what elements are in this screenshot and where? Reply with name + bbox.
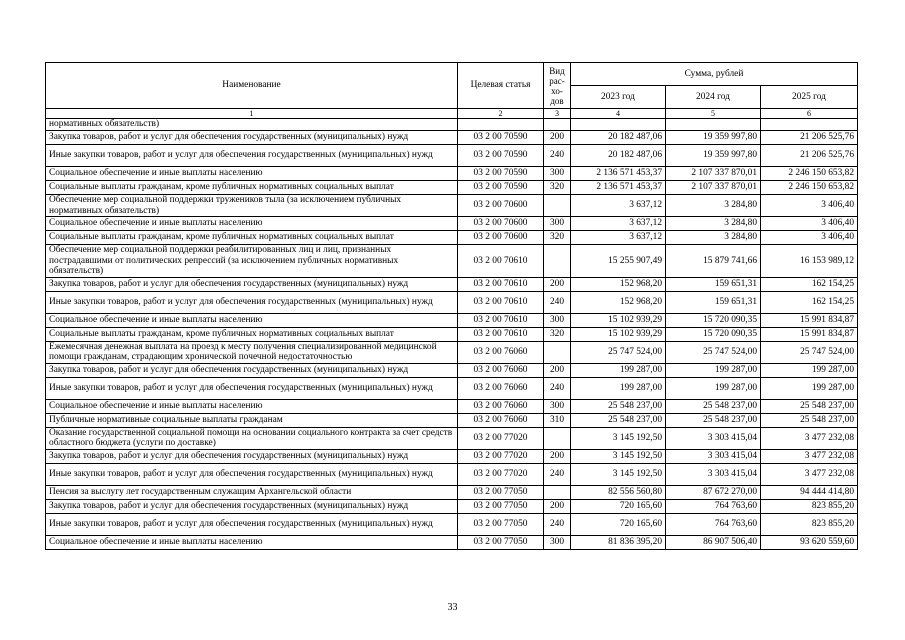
row-name: Социальное обеспечение и иные выплаты населению — [46, 217, 458, 231]
row-name: Закупка товаров, работ и услуг для обеспечения государственных (муниципальных) нужд — [46, 449, 458, 463]
row-sum-2025: 15 991 834,87 — [761, 313, 858, 327]
row-target-article: 03 2 00 70610 — [458, 327, 544, 341]
row-sum-2024: 86 907 506,40 — [666, 535, 761, 549]
row-name: нормативных обязательств) — [46, 119, 458, 131]
column-index: 2 — [458, 109, 544, 119]
table-row — [46, 449, 858, 463]
row-target-article: 03 2 00 70610 — [458, 313, 544, 327]
row-sum-2025 — [761, 119, 858, 131]
row-name: Социальные выплаты гражданам, кроме публичных нормативных социальных выплат — [46, 231, 458, 245]
row-name: Социальное обеспечение и иные выплаты населению — [46, 167, 458, 181]
row-target-article: 03 2 00 77020 — [458, 449, 544, 463]
row-target-article — [458, 119, 544, 131]
row-sum-2023: 2 136 571 453,37 — [571, 181, 666, 195]
row-sum-2023: 25 548 237,00 — [571, 399, 666, 413]
row-target-article: 03 2 00 76060 — [458, 377, 544, 399]
row-sum-2023: 20 182 487,06 — [571, 131, 666, 145]
row-expense-type: 200 — [544, 449, 571, 463]
row-expense-type: 240 — [544, 291, 571, 313]
row-sum-2023: 3 145 192,50 — [571, 427, 666, 449]
row-name: Пенсия за выслугу лет государственным служащим Архангельской области — [46, 485, 458, 499]
row-sum-2023: 199 287,00 — [571, 377, 666, 399]
row-sum-2025: 16 153 989,12 — [761, 245, 858, 278]
row-expense-type: 200 — [544, 363, 571, 377]
row-sum-2025: 25 747 524,00 — [761, 341, 858, 363]
row-sum-2023: 25 747 524,00 — [571, 341, 666, 363]
table-row — [46, 499, 858, 513]
row-target-article: 03 2 00 70610 — [458, 245, 544, 278]
row-sum-2024: 199 287,00 — [666, 377, 761, 399]
header-vid: Вид рас-хо-дов — [544, 63, 571, 109]
row-sum-2024: 3 284,80 — [666, 231, 761, 245]
row-sum-2025: 21 206 525,76 — [761, 145, 858, 167]
row-name: Обеспечение мер социальной поддержки реабилитированных лиц и лиц, признанных пострадавшими от политических репрессий (за исключением публичных нормативных обязательств) — [46, 245, 458, 278]
row-expense-type: 240 — [544, 377, 571, 399]
row-sum-2023: 3 145 192,50 — [571, 463, 666, 485]
row-sum-2024: 2 107 337 870,01 — [666, 181, 761, 195]
row-sum-2023: 3 637,12 — [571, 217, 666, 231]
row-target-article: 03 2 00 70600 — [458, 231, 544, 245]
row-sum-2025: 3 477 232,08 — [761, 463, 858, 485]
row-target-article: 03 2 00 77020 — [458, 427, 544, 449]
row-sum-2023: 15 255 907,49 — [571, 245, 666, 278]
row-sum-2024: 3 303 415,04 — [666, 427, 761, 449]
row-name: Иные закупки товаров, работ и услуг для обеспечения государственных (муниципальных) нужд — [46, 513, 458, 535]
row-sum-2025: 21 206 525,76 — [761, 131, 858, 145]
row-sum-2023: 152 968,20 — [571, 277, 666, 291]
table-row — [46, 341, 858, 363]
row-name: Иные закупки товаров, работ и услуг для обеспечения государственных (муниципальных) нужд — [46, 145, 458, 167]
row-target-article: 03 2 00 77050 — [458, 485, 544, 499]
table-row — [46, 513, 858, 535]
row-sum-2023: 2 136 571 453,37 — [571, 167, 666, 181]
row-sum-2024: 3 303 415,04 — [666, 449, 761, 463]
row-name: Иные закупки товаров, работ и услуг для обеспечения государственных (муниципальных) нужд — [46, 377, 458, 399]
row-name: Социальное обеспечение и иные выплаты населению — [46, 399, 458, 413]
row-expense-type: 200 — [544, 131, 571, 145]
row-sum-2024: 19 359 997,80 — [666, 145, 761, 167]
row-expense-type: 240 — [544, 463, 571, 485]
table-row — [46, 181, 858, 195]
row-sum-2023: 81 836 395,20 — [571, 535, 666, 549]
row-expense-type: 200 — [544, 277, 571, 291]
row-sum-2024: 15 720 090,35 — [666, 327, 761, 341]
row-expense-type: 300 — [544, 399, 571, 413]
row-name: Обеспечение мер социальной поддержки тружеников тыла (за исключением публичных нормативных обязательств) — [46, 195, 458, 217]
table-row — [46, 167, 858, 181]
row-sum-2024: 3 284,80 — [666, 217, 761, 231]
row-sum-2024: 3 303 415,04 — [666, 463, 761, 485]
row-expense-type: 300 — [544, 313, 571, 327]
row-sum-2024: 87 672 270,00 — [666, 485, 761, 499]
row-sum-2024: 159 651,31 — [666, 277, 761, 291]
row-name: Закупка товаров, работ и услуг для обеспечения государственных (муниципальных) нужд — [46, 363, 458, 377]
row-target-article: 03 2 00 77020 — [458, 463, 544, 485]
row-expense-type: 320 — [544, 231, 571, 245]
row-expense-type: 240 — [544, 145, 571, 167]
row-name: Иные закупки товаров, работ и услуг для обеспечения государственных (муниципальных) нужд — [46, 463, 458, 485]
table-row — [46, 277, 858, 291]
row-target-article: 03 2 00 77050 — [458, 499, 544, 513]
row-sum-2025: 25 548 237,00 — [761, 399, 858, 413]
row-name: Закупка товаров, работ и услуг для обеспечения государственных (муниципальных) нужд — [46, 499, 458, 513]
column-index: 3 — [544, 109, 571, 119]
page-number: 33 — [447, 602, 458, 613]
row-sum-2024: 2 107 337 870,01 — [666, 167, 761, 181]
row-sum-2023: 152 968,20 — [571, 291, 666, 313]
header-sum: Сумма, рублей — [571, 63, 858, 86]
row-target-article: 03 2 00 70610 — [458, 277, 544, 291]
column-index: 4 — [571, 109, 666, 119]
table-row — [46, 217, 858, 231]
row-sum-2023: 199 287,00 — [571, 363, 666, 377]
table-row — [46, 463, 858, 485]
row-name: Социальное обеспечение и иные выплаты населению — [46, 535, 458, 549]
row-target-article: 03 2 00 77050 — [458, 535, 544, 549]
row-target-article: 03 2 00 76060 — [458, 341, 544, 363]
row-sum-2024: 15 720 090,35 — [666, 313, 761, 327]
header-year-2023: 2023 год — [571, 86, 666, 109]
row-expense-type — [544, 485, 571, 499]
row-sum-2024: 15 879 741,66 — [666, 245, 761, 278]
row-sum-2023: 3 637,12 — [571, 195, 666, 217]
row-sum-2025: 2 246 150 653,82 — [761, 167, 858, 181]
table-row — [46, 291, 858, 313]
row-target-article: 03 2 00 70590 — [458, 181, 544, 195]
row-expense-type: 200 — [544, 499, 571, 513]
budget-table — [45, 62, 858, 550]
table-row — [46, 231, 858, 245]
row-name: Закупка товаров, работ и услуг для обеспечения государственных (муниципальных) нужд — [46, 131, 458, 145]
row-name: Оказание государственной социальной помощи на основании социального контракта за счет средств областного бюджета (услуги по доставке) — [46, 427, 458, 449]
table-row — [46, 327, 858, 341]
row-expense-type — [544, 119, 571, 131]
header-article: Целевая статья — [458, 63, 544, 109]
table-row — [46, 485, 858, 499]
row-sum-2024: 3 284,80 — [666, 195, 761, 217]
row-target-article: 03 2 00 70590 — [458, 131, 544, 145]
row-sum-2024 — [666, 119, 761, 131]
table-row — [46, 535, 858, 549]
row-sum-2025: 3 406,40 — [761, 217, 858, 231]
table-row — [46, 427, 858, 449]
row-sum-2025: 3 477 232,08 — [761, 449, 858, 463]
row-sum-2023: 25 548 237,00 — [571, 413, 666, 427]
row-sum-2023: 15 102 939,29 — [571, 327, 666, 341]
row-sum-2023: 3 637,12 — [571, 231, 666, 245]
row-name: Ежемесячная денежная выплата на проезд к месту получения специализированной медицинской помощи гражданам, страдающим хронической почечной недостаточностью — [46, 341, 458, 363]
row-sum-2025: 199 287,00 — [761, 363, 858, 377]
row-sum-2025: 15 991 834,87 — [761, 327, 858, 341]
row-expense-type: 300 — [544, 217, 571, 231]
row-target-article: 03 2 00 76060 — [458, 399, 544, 413]
row-sum-2025: 3 477 232,08 — [761, 427, 858, 449]
row-sum-2024: 159 651,31 — [666, 291, 761, 313]
row-sum-2025: 2 246 150 653,82 — [761, 181, 858, 195]
row-sum-2025: 93 620 559,60 — [761, 535, 858, 549]
header-year-2024: 2024 год — [666, 86, 761, 109]
column-index: 1 — [46, 109, 458, 119]
row-sum-2025: 3 406,40 — [761, 195, 858, 217]
row-sum-2025: 199 287,00 — [761, 377, 858, 399]
table-row — [46, 119, 858, 131]
row-sum-2024: 25 747 524,00 — [666, 341, 761, 363]
row-expense-type: 320 — [544, 327, 571, 341]
row-sum-2024: 764 763,60 — [666, 513, 761, 535]
header-name: Наименование — [46, 63, 458, 109]
table-row — [46, 399, 858, 413]
row-sum-2024: 25 548 237,00 — [666, 399, 761, 413]
row-sum-2025: 25 548 237,00 — [761, 413, 858, 427]
row-target-article: 03 2 00 70600 — [458, 195, 544, 217]
table-row — [46, 413, 858, 427]
row-sum-2024: 25 548 237,00 — [666, 413, 761, 427]
table-row — [46, 363, 858, 377]
row-name: Иные закупки товаров, работ и услуг для обеспечения государственных (муниципальных) нужд — [46, 291, 458, 313]
row-expense-type: 240 — [544, 513, 571, 535]
row-name: Публичные нормативные социальные выплаты гражданам — [46, 413, 458, 427]
row-target-article: 03 2 00 76060 — [458, 363, 544, 377]
row-expense-type — [544, 341, 571, 363]
row-expense-type: 320 — [544, 181, 571, 195]
row-sum-2025: 162 154,25 — [761, 277, 858, 291]
row-sum-2023: 15 102 939,29 — [571, 313, 666, 327]
row-name: Закупка товаров, работ и услуг для обеспечения государственных (муниципальных) нужд — [46, 277, 458, 291]
row-target-article: 03 2 00 70590 — [458, 145, 544, 167]
table-row — [46, 131, 858, 145]
row-name: Социальные выплаты гражданам, кроме публичных нормативных социальных выплат — [46, 327, 458, 341]
row-sum-2023: 720 165,60 — [571, 513, 666, 535]
row-sum-2024: 19 359 997,80 — [666, 131, 761, 145]
row-sum-2025: 3 406,40 — [761, 231, 858, 245]
row-sum-2023: 720 165,60 — [571, 499, 666, 513]
table-row — [46, 245, 858, 278]
row-target-article: 03 2 00 70600 — [458, 217, 544, 231]
row-expense-type — [544, 245, 571, 278]
table-row — [46, 313, 858, 327]
row-expense-type — [544, 195, 571, 217]
row-expense-type: 300 — [544, 167, 571, 181]
header-year-2025: 2025 год — [761, 86, 858, 109]
row-sum-2025: 94 444 414,80 — [761, 485, 858, 499]
table-row — [46, 377, 858, 399]
row-expense-type — [544, 427, 571, 449]
row-sum-2025: 162 154,25 — [761, 291, 858, 313]
row-sum-2023: 20 182 487,06 — [571, 145, 666, 167]
table-row — [46, 195, 858, 217]
row-name: Социальное обеспечение и иные выплаты населению — [46, 313, 458, 327]
row-sum-2023: 82 556 560,80 — [571, 485, 666, 499]
row-expense-type: 300 — [544, 535, 571, 549]
row-target-article: 03 2 00 77050 — [458, 513, 544, 535]
row-target-article: 03 2 00 70610 — [458, 291, 544, 313]
row-target-article: 03 2 00 70590 — [458, 167, 544, 181]
row-target-article: 03 2 00 76060 — [458, 413, 544, 427]
row-name: Социальные выплаты гражданам, кроме публичных нормативных социальных выплат — [46, 181, 458, 195]
table-row — [46, 145, 858, 167]
row-expense-type: 310 — [544, 413, 571, 427]
column-index: 5 — [666, 109, 761, 119]
row-sum-2023 — [571, 119, 666, 131]
row-sum-2024: 199 287,00 — [666, 363, 761, 377]
row-sum-2025: 823 855,20 — [761, 499, 858, 513]
row-sum-2025: 823 855,20 — [761, 513, 858, 535]
row-sum-2024: 764 763,60 — [666, 499, 761, 513]
column-index-row — [46, 109, 858, 119]
column-index: 6 — [761, 109, 858, 119]
row-sum-2023: 3 145 192,50 — [571, 449, 666, 463]
